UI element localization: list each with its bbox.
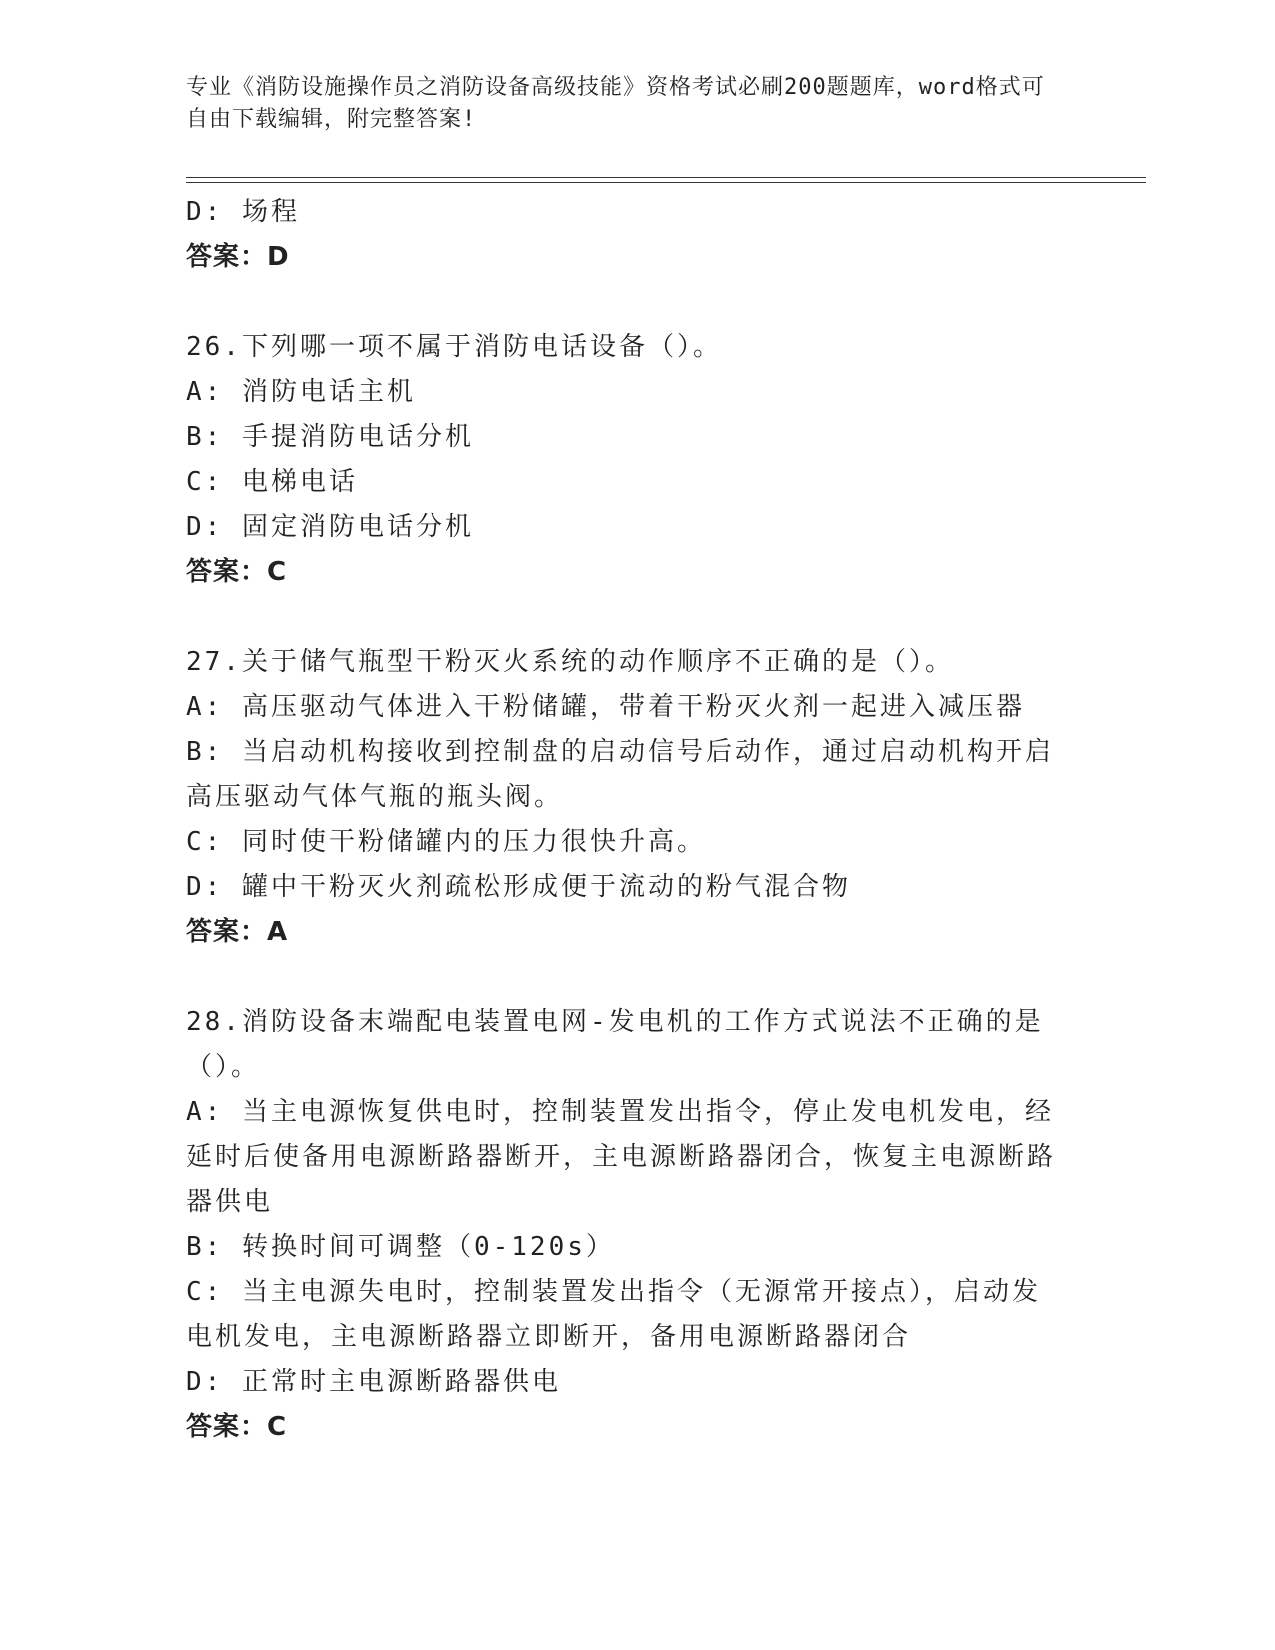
question-list — [186, 190, 1066, 1495]
answer: 答案：C — [186, 1412, 288, 1442]
document-header: 专业《消防设施操作员之消防设备高级技能》资格考试必刷200题题库，word格式可自由下载编辑，附完整答案! — [186, 75, 1045, 132]
option-c: C: 同时使干粉储罐内的压力很快升高。 — [186, 827, 706, 857]
question-27 — [186, 640, 1066, 955]
header-divider-bottom — [186, 182, 1146, 183]
answer: 答案：C — [186, 557, 288, 587]
option-a: A: 高压驱动气体进入干粉储罐，带着干粉灭火剂一起进入减压器 — [186, 692, 1025, 722]
option-b: B: 手提消防电话分机 — [186, 422, 474, 452]
option-c: C: 电梯电话 — [186, 467, 358, 497]
option-c: C: 当主电源失电时，控制装置发出指令（无源常开接点），启动发电机发电，主电源断路器立即断开，备用电源断路器闭合 — [186, 1277, 1041, 1352]
option-a: A: 当主电源恢复供电时，控制装置发出指令，停止发电机发电，经延时后使备用电源断路器断开，主电源断路器闭合，恢复主电源断路器供电 — [186, 1097, 1057, 1217]
question-25-tail — [186, 190, 1066, 280]
option-b: B: 当启动机构接收到控制盘的启动信号后动作，通过启动机构开启高压驱动气体气瓶的瓶头阀。 — [186, 737, 1054, 812]
option-d: D: 场程 — [186, 197, 300, 227]
option-d: D: 正常时主电源断路器供电 — [186, 1367, 561, 1397]
option-d: D: 固定消防电话分机 — [186, 512, 474, 542]
answer: 答案：D — [186, 242, 290, 272]
option-a: A: 消防电话主机 — [186, 377, 416, 407]
option-b: B: 转换时间可调整（0-120s） — [186, 1232, 615, 1262]
option-d: D: 罐中干粉灭火剂疏松形成便于流动的粉气混合物 — [186, 872, 851, 902]
header-divider-top — [186, 177, 1146, 178]
question-stem: 26.下列哪一项不属于消防电话设备（）。 — [186, 332, 722, 362]
question-28 — [186, 1000, 1066, 1450]
question-stem: 28.消防设备末端配电装置电网-发电机的工作方式说法不正确的是（）。 — [186, 1007, 1044, 1082]
question-26 — [186, 325, 1066, 595]
question-stem: 27.关于储气瓶型干粉灭火系统的动作顺序不正确的是（）。 — [186, 647, 954, 677]
answer: 答案：A — [186, 917, 289, 947]
